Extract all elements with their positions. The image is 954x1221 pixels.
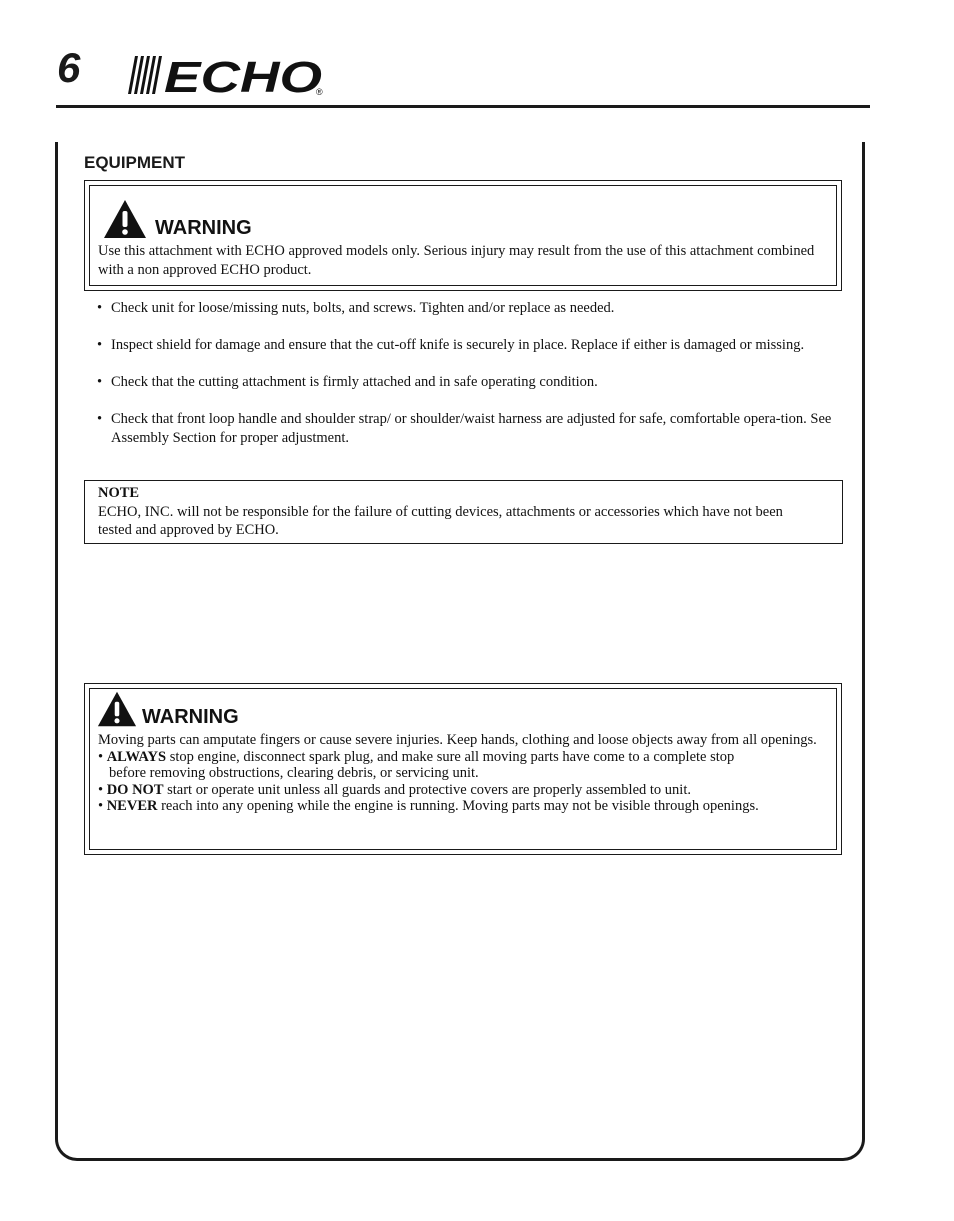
warning-2-item-always: • ALWAYS stop engine, disconnect spark plug, and make sure all moving parts have come to a complete stop (98, 748, 735, 765)
warning-2-item-keyword: ALWAYS (106, 748, 167, 765)
warning-1-header (103, 199, 252, 239)
list-item: • Inspect shield for damage and ensure that the cut-off knife is securely in place. Replace if either is damaged or missing. (97, 337, 805, 353)
echo-logo (120, 50, 330, 96)
warning-2-item-text: reach into any opening while the engine is running. Moving parts may not be visible through openings. (157, 798, 759, 814)
warning-2-item-never: • NEVER reach into any opening while the engine is running. Moving parts may not be visible through openings. (98, 798, 759, 814)
warning-2-intro: Moving parts can amputate fingers or cause severe injuries. Keep hands, clothing and loose objects away from all openings. (98, 732, 817, 748)
list-item: • Check that the cutting attachment is firmly attached and in safe operating condition. (97, 374, 598, 390)
warning-2-item-keyword: DO NOT (106, 781, 164, 798)
note-box (84, 480, 843, 544)
logo-text: ECHO (164, 53, 322, 96)
warning-2-item-do-not: • DO NOT start or operate unit unless all guards and protective covers are properly assembled to unit. (98, 781, 691, 798)
warning-triangle-icon (97, 690, 137, 728)
warning-2-item-text: stop engine, disconnect spark plug, and make sure all moving parts have come to a complete stop (166, 748, 735, 765)
warning-1-label: WARNING (155, 217, 252, 239)
list-item-text: Check unit for loose/missing nuts, bolts, and screws. Tighten and/or replace as needed. (111, 300, 615, 316)
page-frame (55, 142, 865, 1161)
note-text: ECHO, INC. will not be responsible for the failure of cutting devices, attachments or accessories which have not been tested and approved by ECHO. (98, 503, 783, 538)
list-item: • Check that front loop handle and shoulder strap/ or shoulder/waist harness are adjusted for safe, comfortable opera-tion. See Assembly Section for proper adjustment. (97, 411, 832, 446)
list-item: • Check unit for loose/missing nuts, bolts, and screws. Tighten and/or replace as needed. (97, 300, 615, 316)
warning-triangle-icon (103, 199, 147, 239)
logo-registered-mark: ® (316, 87, 323, 96)
warning-2-content (98, 732, 820, 815)
section-title: EQUIPMENT (84, 153, 186, 172)
warning-1-text: Use this attachment with ECHO approved models only. Serious injury may result from the use of this attachment combined with a non approved ECHO product. (98, 243, 815, 278)
list-item-text: Inspect shield for damage and ensure that the cut-off knife is securely in place. Replace if either is damaged or missing. (111, 337, 805, 353)
warning-2-header (97, 690, 239, 728)
note-title: NOTE (98, 485, 140, 501)
equipment-checklist (97, 299, 837, 466)
warning-2-item-always-cont: before removing obstructions, clearing debris, or servicing unit. (109, 765, 479, 781)
page-number: 6 (57, 44, 81, 91)
warning-2-label: WARNING (142, 706, 239, 728)
list-item-text: Check that front loop handle and shoulder strap/ or shoulder/waist harness are adjusted for safe, comfortable opera-tion. See Assembly Section for proper adjustment. (111, 411, 832, 446)
list-item-text: Check that the cutting attachment is firmly attached and in safe operating condition. (111, 374, 598, 390)
warning-2-item-keyword: NEVER (106, 798, 158, 814)
header-rule (56, 105, 870, 108)
warning-2-item-text: start or operate unit unless all guards and protective covers are properly assembled to unit. (163, 781, 691, 798)
note-content (98, 484, 818, 540)
